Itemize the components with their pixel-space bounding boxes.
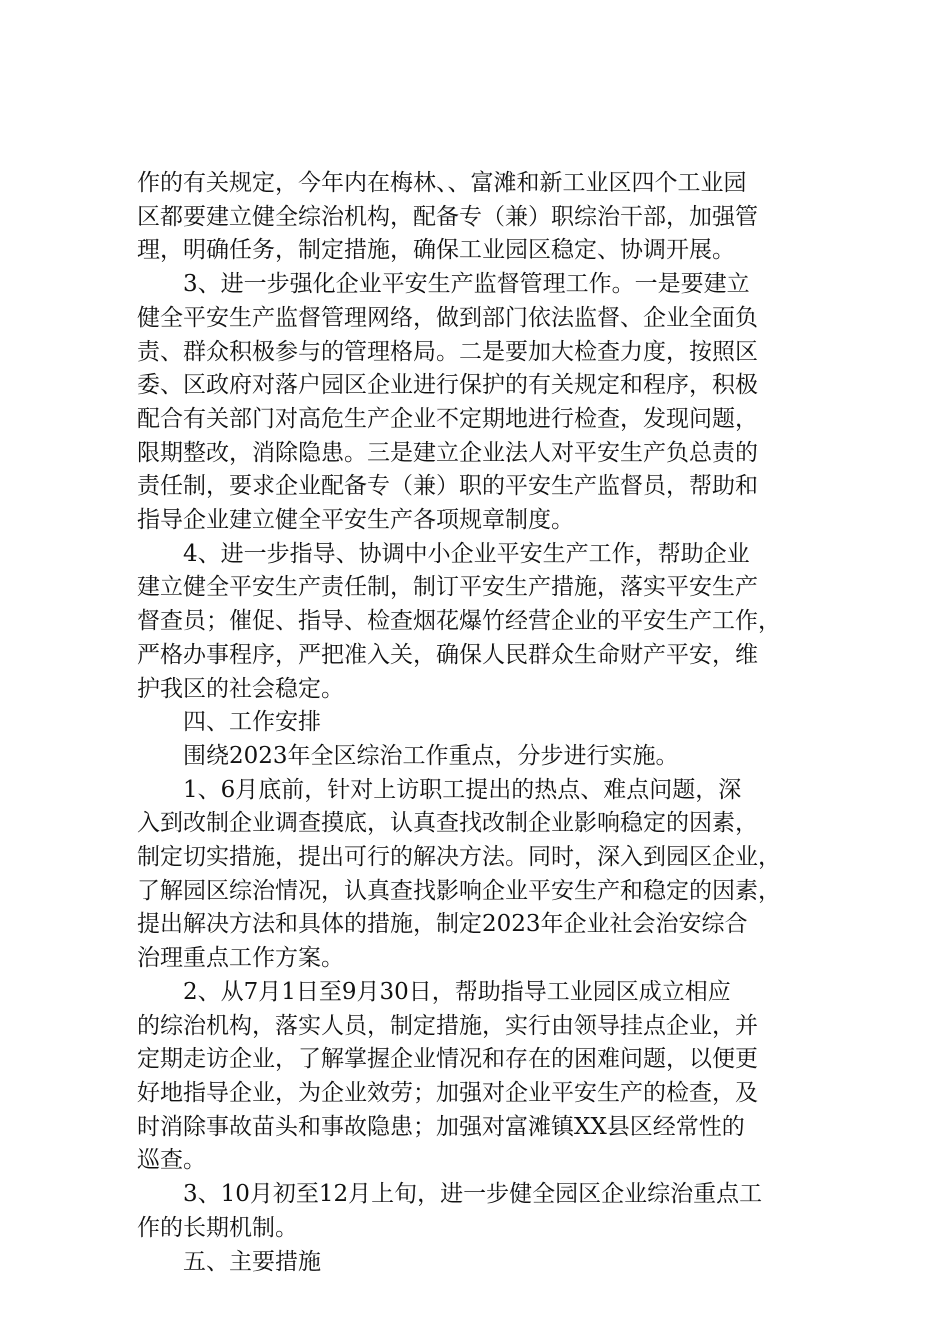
paragraph-item-3: 3、进一步强化企业平安生产监督管理工作。一是要建立 健全平安生产监督管理网络，做到部门依法监督、企业全面负 责、群众积极参与的管理格局。二是要加大检查力度，按照区 委、区政府对落户园区企业进行保护的有关规定和程序，积极 配合有关部门对高危生产企业不定期地进行检查，发现问题， 限期整改，消除隐患。三是建立企业法人对平安生产负总责的 责任制，要求企业配备专（兼）职的平安生产监督员，帮助和 指导企业建立健全平安生产各项规章制度。: [137, 271, 758, 534]
paragraph-item-4: 4、进一步指导、协调中小企业平安生产工作，帮助企业 建立健全平安生产责任制，制订平安生产措施，落实平安生产 督查员；催促、指导、检查烟花爆竹经营企业的平安生产工作， 严格办事程序，严把准入关，确保人民群众生命财产平安，维 护我区的社会稳定。: [137, 540, 781, 702]
paragraph-step-1: 1、6月底前，针对上访职工提出的热点、难点问题，深 入到改制企业调查摸底，认真查找改制企业影响稳定的因素， 制定切实措施，提出可行的解决方法。同时，深入到园区企业， 了解园区综治情况，认真查找影响企业平安生产和稳定的因素， 提出解决方法和具体的措施，制定2023年企业社会治安综合 治理重点工作方案。: [137, 776, 781, 972]
document-body: [137, 167, 837, 1279]
paragraph-step-3: 3、10月初至12月上旬，进一步健全园区企业综治重点工 作的长期机制。: [137, 1181, 763, 1241]
paragraph-continuation: 作的有关规定，今年内在梅林、、富滩和新工业区四个工业园 区都要建立健全综治机构，配备专（兼）职综治干部，加强管 理，明确任务，制定措施，确保工业园区稳定、协调开展。: [137, 170, 758, 264]
paragraph-step-2: 2、从7月1日至9月30日，帮助指导工业园区成立相应 的综治机构，落实人员，制定措施，实行由领导挂点企业，并 定期走访企业，了解掌握企业情况和存在的困难问题，以便更 好地指导企业，为企业效劳；加强对企业平安生产的检查，及 时消除事故苗头和事故隐患；加强对富滩镇XX县区经常性的 巡查。: [137, 978, 758, 1174]
section-heading-main-measures: 五、主要措施: [137, 1248, 321, 1275]
paragraph-intro: 围绕2023年全区综治工作重点，分步进行实施。: [137, 742, 679, 769]
section-heading-work-arrangement: 四、工作安排: [137, 709, 321, 736]
